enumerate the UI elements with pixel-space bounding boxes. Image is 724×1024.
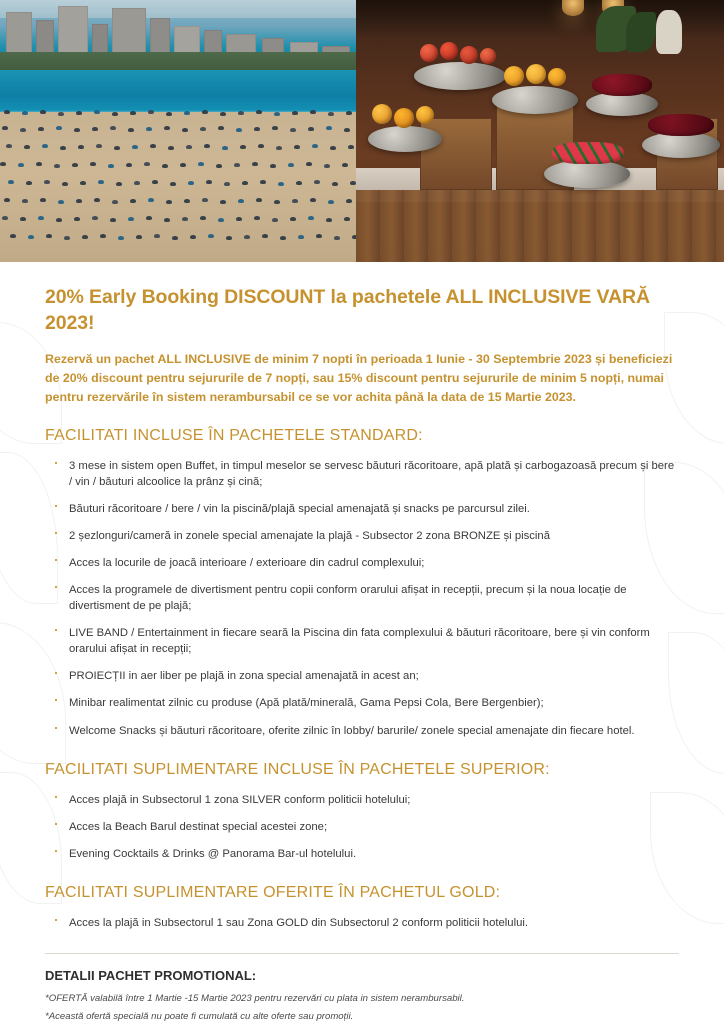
orange	[416, 106, 434, 124]
umbrella-rows	[0, 102, 356, 262]
offer-content	[0, 262, 724, 1024]
list-item: · Acces la locurile de joacă interioare / exterioare din cadrul complexului;	[45, 555, 679, 571]
list-item: · Acces la plajă in Subsectorul 1 sau Zona GOLD din Subsectorul 2 conform politicii hotelului.	[45, 915, 679, 931]
facilities-list-standard	[45, 458, 679, 738]
section-title-gold: FACILITATI SUPLIMENTARE OFERITE ÎN PACHETUL GOLD:	[45, 883, 501, 901]
decor-flowers	[656, 10, 682, 54]
apple	[460, 46, 478, 64]
list-item: · Welcome Snacks și băuturi răcoritoare, oferite zilnic în lobby/ barurile/ zonele special amenajate din fiecare hotel.	[45, 723, 679, 739]
promo-fineprint-line: *Această ofertă specială nu poate fi cumulată cu alte oferte sau promoții.	[45, 1010, 354, 1022]
hero-image-band	[0, 0, 724, 262]
cherry-pile	[648, 114, 714, 136]
section-title-standard: FACILITATI INCLUSE ÎN PACHETELE STANDARD:	[45, 427, 423, 445]
list-item: · Acces la Beach Barul destinat special acestei zone;	[45, 819, 679, 835]
wood-panel-wall	[356, 190, 724, 262]
orange	[548, 68, 566, 86]
promo-details-title: DETALII PACHET PROMOTIONAL:	[45, 967, 257, 983]
decor-plant	[626, 12, 656, 52]
apple	[440, 42, 458, 60]
fruit-bowl	[492, 86, 578, 114]
cherry-pile	[592, 74, 652, 96]
facilities-list-gold	[45, 915, 679, 931]
intro-paragraph: Rezervă un pachet ALL INCLUSIVE de minim 7 nopti în perioada 1 Iunie - 30 Septembrie 2023 și beneficiezi de 20% discount pentru sejururile de 7 nopți, sau 15% discount pentru sejururile de minim 5 nopți, numai pentru rezervările în sistem nerambursabil ce se vor achita până la data de 15 Martie 2023.	[45, 352, 673, 405]
section-divider	[45, 953, 679, 954]
list-item: · Băuturi răcoritoare / bere / vin la piscină/plajă special amenajată și snacks pe parcursul zilei.	[45, 501, 679, 517]
pendant-lamp	[562, 0, 584, 16]
page-title: 20% Early Booking DISCOUNT la pachetele ALL INCLUSIVE VARĂ 2023!	[45, 286, 650, 335]
orange	[394, 108, 414, 128]
fruit-bowl	[544, 160, 630, 188]
orange	[504, 66, 524, 86]
beach-aerial-photo	[0, 0, 356, 262]
list-item: · LIVE BAND / Entertainment in fiecare seară la Piscina din fata complexului & băuturi răcoritoare, bere și vin conform orarului afișat in recepții;	[45, 625, 679, 657]
list-item: · 2 șezlonguri/cameră in zonele special amenajate la plajă - Subsector 2 zona BRONZE și piscină	[45, 528, 679, 544]
promo-fineprint-line: *OFERTĂ valabilă între 1 Martie -15 Martie 2023 pentru rezervări cu plata in sistem nerambursabil.	[45, 992, 465, 1004]
section-title-superior: FACILITATI SUPLIMENTARE INCLUSE ÎN PACHETELE SUPERIOR:	[45, 760, 550, 778]
list-item: · PROIECȚII in aer liber pe plajă in zona special amenajată in acest an;	[45, 668, 679, 684]
fruit-bowl	[368, 126, 442, 152]
facilities-list-superior	[45, 792, 679, 862]
list-item: · 3 mese in sistem open Buffet, in timpul meselor se servesc băuturi răcoritoare, apă plată și carbogazoasă precum și bere / vin / băuturi alcoolice la prânz și cină;	[45, 458, 679, 490]
list-item: · Minibar realimentat zilnic cu produse (Apă plată/minerală, Gama Pepsi Cola, Bere Bergenbier);	[45, 695, 679, 711]
list-item: · Acces la programele de divertisment pentru copii conform orarului afișat in recepții, precum și la noua locație de divertisment de pe plajă;	[45, 582, 679, 614]
buffet-fruit-display-photo	[356, 0, 724, 262]
apple	[480, 48, 496, 64]
apple	[420, 44, 438, 62]
fruit-bowl	[414, 62, 506, 90]
orange	[526, 64, 546, 84]
orange	[372, 104, 392, 124]
watermelon-slices	[552, 142, 624, 164]
list-item: · Acces plajă in Subsectorul 1 zona SILVER conform politicii hotelului;	[45, 792, 679, 808]
list-item: · Evening Cocktails & Drinks @ Panorama Bar-ul hotelului.	[45, 846, 679, 862]
